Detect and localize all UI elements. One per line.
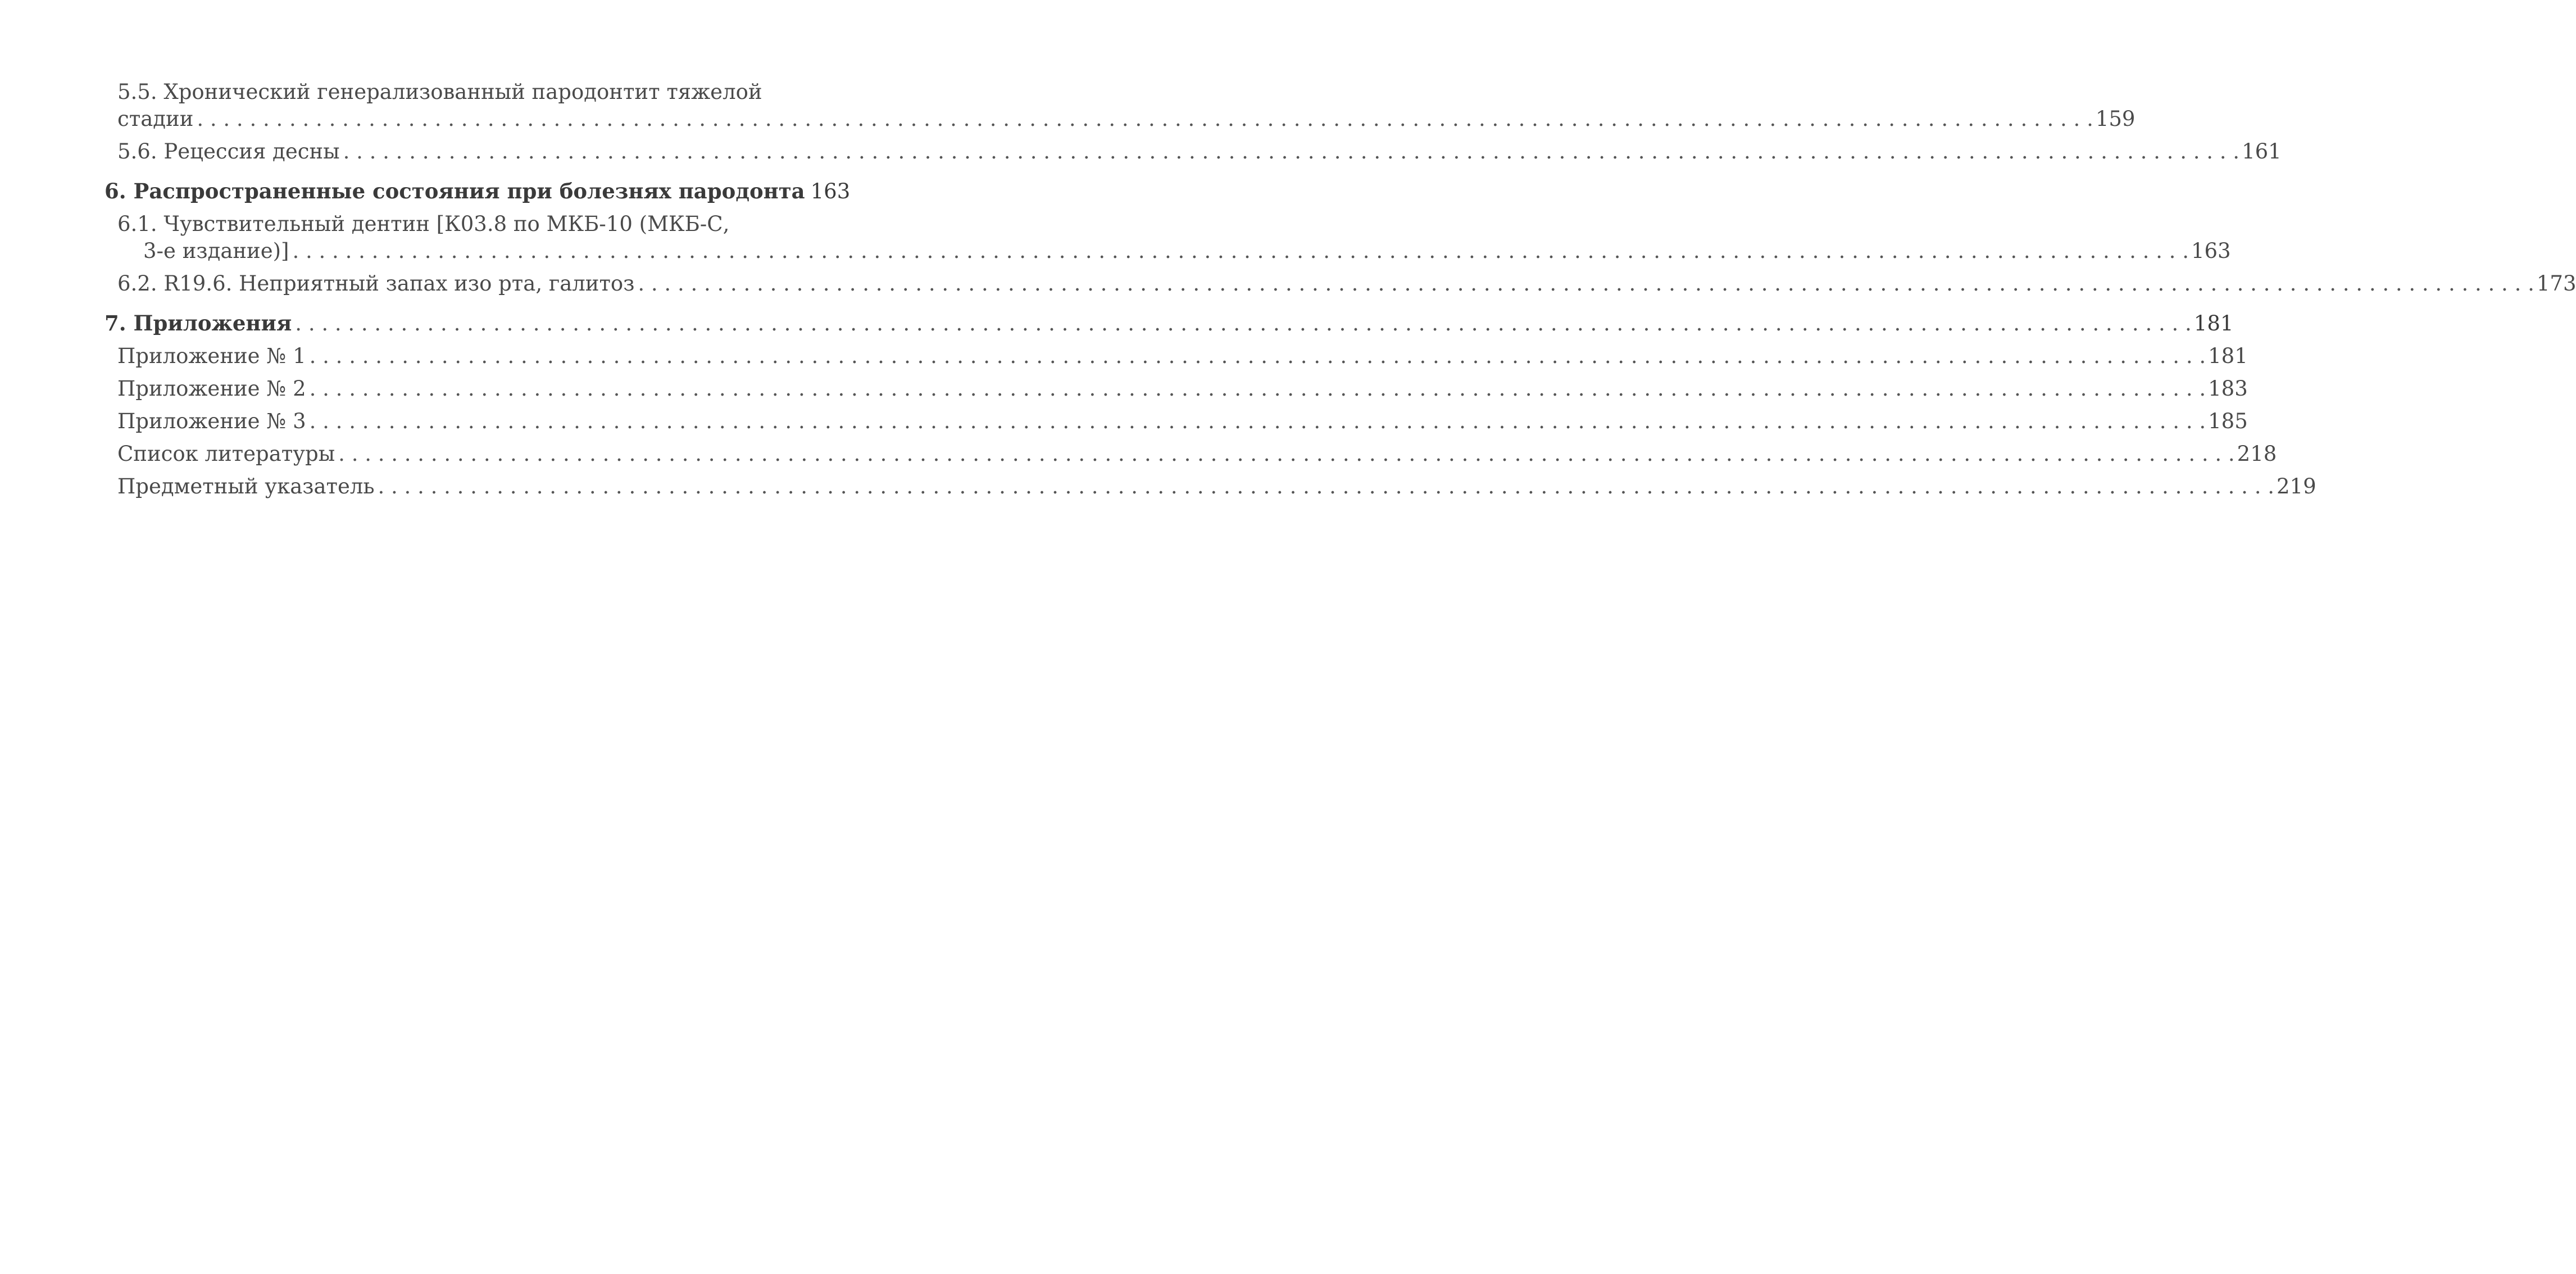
dot-leader [310,408,2206,435]
dot-leader [378,473,2274,500]
toc-entry-6-2[interactable] [105,270,2576,297]
toc-page-number: 219 [2277,474,2316,498]
toc-entry-subject-index[interactable] [105,473,2316,500]
dot-leader [638,270,2534,297]
toc-chapter-title: 7. Приложения [105,311,292,335]
toc-entry-5-5[interactable] [105,79,2136,133]
toc-entry-title: Список литературы [117,442,335,466]
toc-entry-title: Приложение № 2 [117,377,306,401]
toc-entry-appendix-3[interactable] [105,408,2248,435]
toc-entry-title-line1: 5.5. Хронический генерализованный пародонтит тяжелой [117,80,762,104]
toc-entry-title: 6.2. R19.6. Неприятный запах изо рта, галитоз [117,271,635,296]
toc-entry-title-line1: 6.1. Чувствительный дентин [К03.8 по МКБ-10 (МКБ-С, [117,212,730,236]
dot-leader [310,343,2206,370]
dot-leader [292,238,2188,265]
dot-leader [338,441,2234,468]
dot-leader [197,106,2093,133]
toc-entry-references[interactable] [105,441,2277,468]
toc-entry-5-6[interactable] [105,138,2282,165]
toc-page-number: 183 [2208,377,2248,401]
toc-page-number: 163 [2191,239,2231,263]
toc-entry-title: Предметный указатель [117,474,375,498]
toc-entry-title: Приложение № 1 [117,344,306,368]
toc-page-number: 218 [2237,442,2277,466]
toc-entry-title: Приложение № 3 [117,409,306,433]
dot-leader [310,375,2206,402]
toc-chapter-6[interactable] [105,178,851,205]
dot-leader [343,138,2239,165]
toc-entry-appendix-1[interactable] [105,343,2248,370]
toc-entry-title: 3-е издание)] [143,239,289,263]
toc-page-number: 159 [2095,107,2136,131]
table-of-contents [105,79,2576,500]
toc-entry-appendix-2[interactable] [105,375,2248,402]
toc-page-number: 185 [2208,409,2248,433]
toc-entry-title: стадии [117,107,194,131]
toc-chapter-7[interactable] [105,310,2234,337]
toc-page-number: 173 [2536,271,2576,296]
toc-page-number: 181 [2208,344,2248,368]
toc-page-number: 161 [2242,139,2282,164]
toc-entry-title: 5.6. Рецессия десны [117,139,340,164]
toc-page-number: 163 [810,179,851,203]
toc-chapter-title: 6. Распространенные состояния при болезнях пародонта [105,179,805,203]
toc-page-number: 181 [2193,311,2234,335]
dot-leader [295,310,2191,337]
toc-entry-6-1[interactable] [105,211,2231,265]
